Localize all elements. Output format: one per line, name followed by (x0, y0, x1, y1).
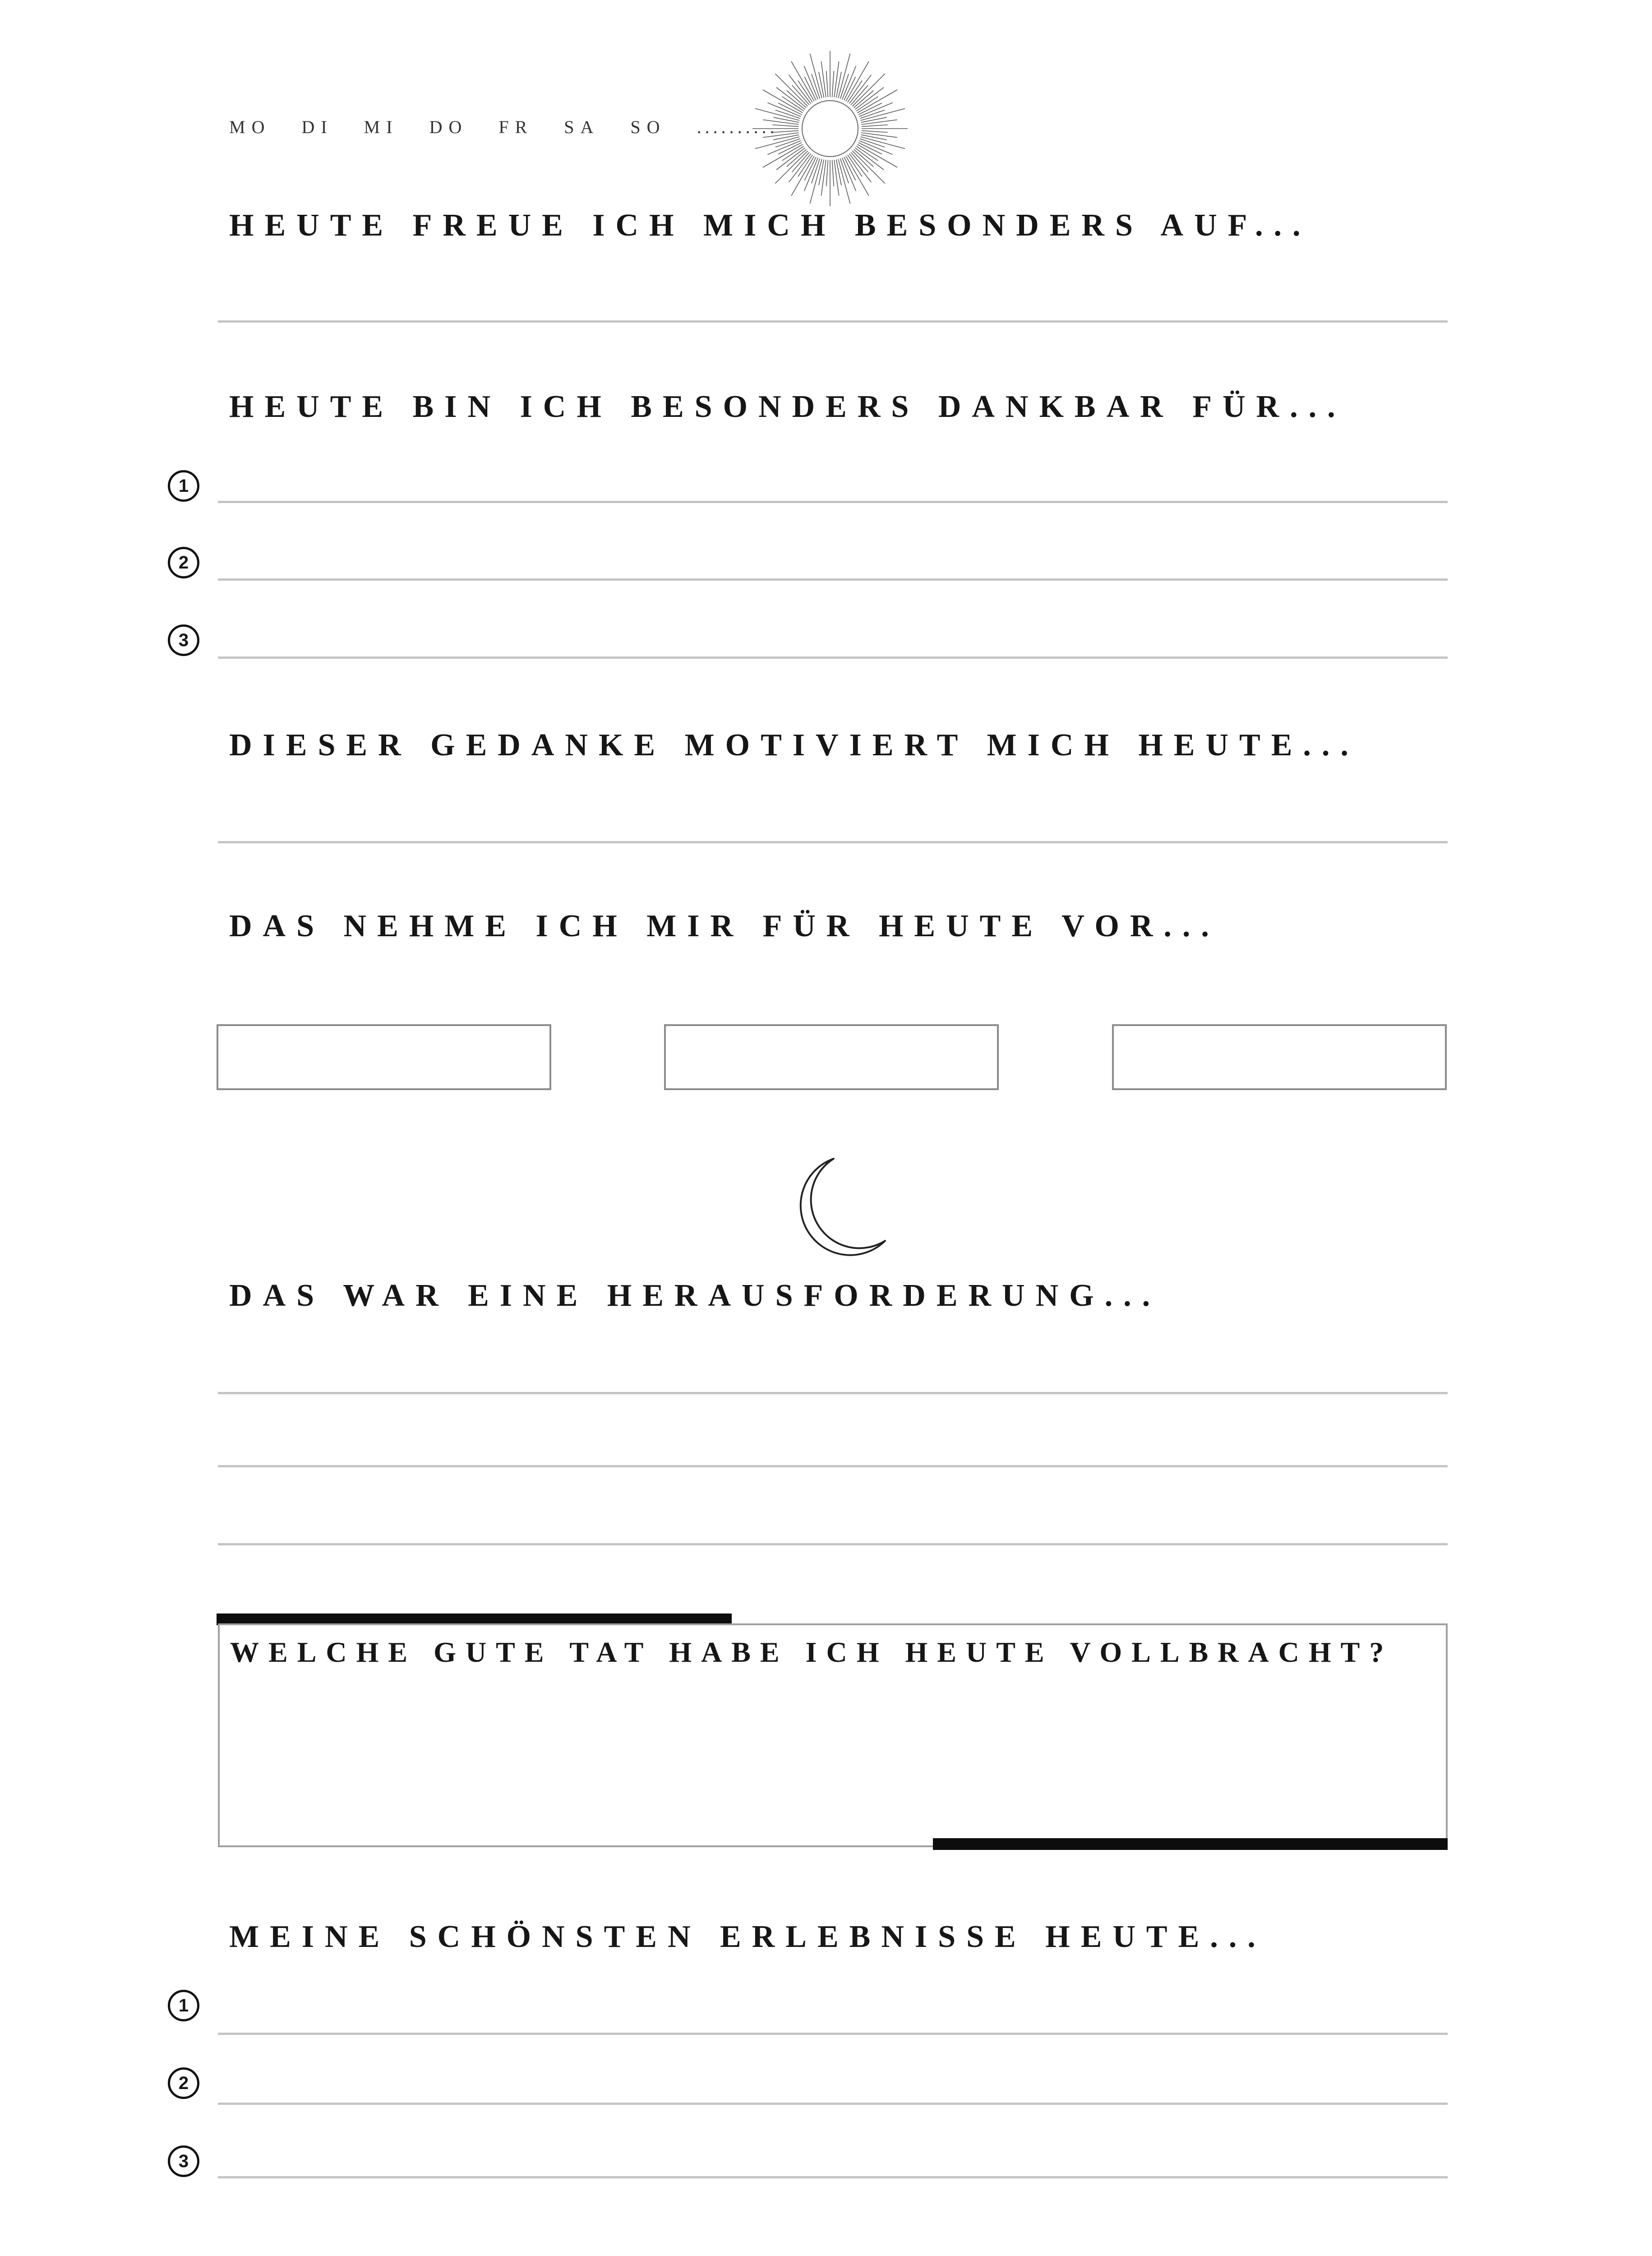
write-line-erlebnisse-3[interactable] (218, 2176, 1448, 2178)
write-line-freue[interactable] (218, 320, 1448, 323)
heading-dankbar: HEUTE BIN ICH BESONDERS DANKBAR FÜR... (229, 389, 1346, 424)
weekday-mi[interactable]: MI (364, 117, 399, 137)
weekday-do[interactable]: DO (429, 117, 468, 137)
date-placeholder[interactable]: .......... (697, 117, 778, 137)
write-line-herausforderung-1[interactable] (218, 1392, 1448, 1394)
heading-herausforderung: DAS WAR EINE HERAUSFORDERUNG... (229, 1278, 1161, 1313)
accent-bar-bottom (933, 1838, 1448, 1850)
write-line-dankbar-2[interactable] (218, 578, 1448, 581)
weekday-fr[interactable]: FR (498, 117, 534, 137)
weekday-di[interactable]: DI (301, 117, 333, 137)
write-line-gedanke[interactable] (218, 841, 1448, 843)
write-line-dankbar-1[interactable] (218, 501, 1448, 503)
sun-icon (749, 47, 911, 210)
weekday-selector (229, 116, 798, 138)
number-badge-1: 1 (168, 1990, 199, 2021)
number-badge-2: 2 (168, 547, 199, 578)
weekday-sa[interactable]: SA (564, 117, 600, 137)
heading-vorhaben: DAS NEHME ICH MIR FÜR HEUTE VOR... (229, 909, 1220, 943)
write-line-dankbar-3[interactable] (218, 656, 1448, 659)
weekday-so[interactable]: SO (630, 117, 666, 137)
number-badge-1: 1 (168, 470, 199, 502)
number-badge-3: 3 (168, 624, 199, 656)
goal-box-1[interactable] (217, 1024, 551, 1090)
number-badge-2: 2 (168, 2067, 199, 2099)
goal-box-3[interactable] (1112, 1024, 1447, 1090)
heading-erlebnisse: MEINE SCHÖNSTEN ERLEBNISSE HEUTE... (229, 1919, 1266, 1954)
write-line-herausforderung-3[interactable] (218, 1543, 1448, 1545)
heading-freue: HEUTE FREUE ICH MICH BESONDERS AUF... (229, 208, 1311, 243)
heading-gute-tat: WELCHE GUTE TAT HABE ICH HEUTE VOLLBRACHT? (230, 1636, 1394, 1668)
weekday-mo[interactable]: MO (229, 117, 271, 137)
write-line-erlebnisse-2[interactable] (218, 2103, 1448, 2105)
heading-gedanke: DIESER GEDANKE MOTIVIERT MICH HEUTE... (229, 728, 1359, 763)
crescent-moon-icon (780, 1151, 893, 1268)
write-line-herausforderung-2[interactable] (218, 1465, 1448, 1467)
write-line-erlebnisse-1[interactable] (218, 2033, 1448, 2035)
number-badge-3: 3 (168, 2145, 199, 2177)
goal-box-2[interactable] (664, 1024, 999, 1090)
